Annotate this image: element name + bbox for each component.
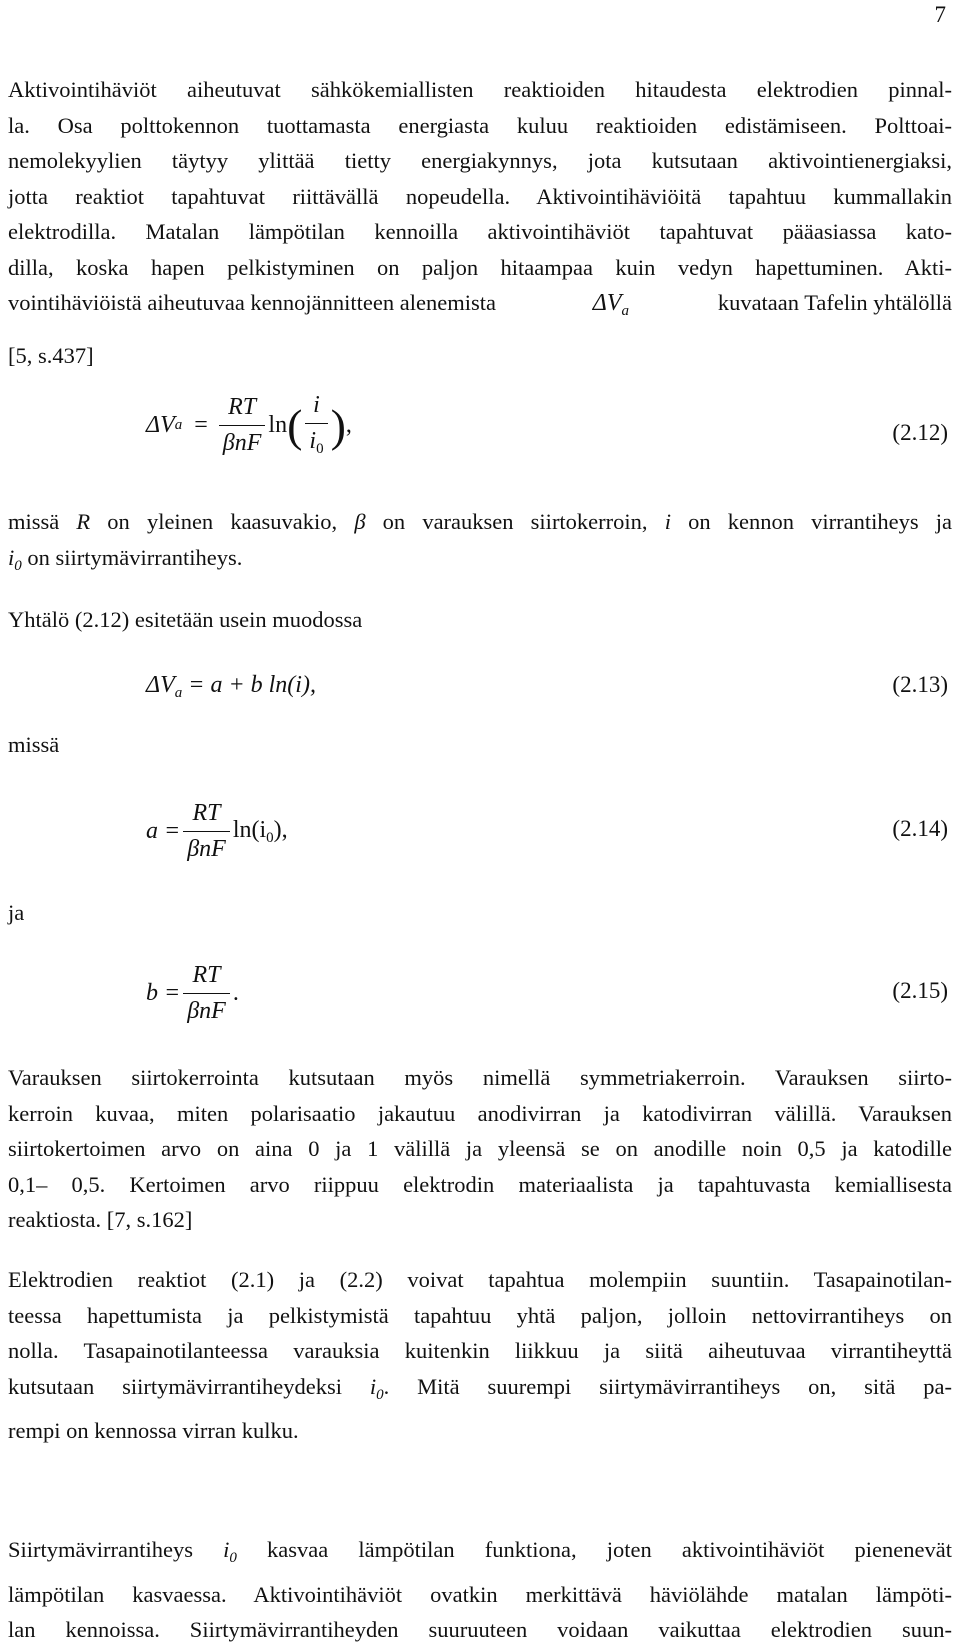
- text-fragment: vointihäviöistä aiheutuvaa kennojännitteen alenemista: [8, 290, 496, 315]
- math-expression: [233, 817, 288, 847]
- math-symbol: i: [369, 1373, 377, 1399]
- paragraph-variable-definitions: [8, 504, 952, 584]
- equation-2-15: [146, 962, 239, 1025]
- right-paren: ): [330, 399, 346, 451]
- equation-2-14: [146, 800, 288, 863]
- text-line: dilla, koska hapen pelkistyminen on paljon hitaampaa kuin vedyn hapettuminen. Akti-: [8, 254, 952, 280]
- word-ja: ja: [8, 900, 25, 925]
- math-symbol: ΔV: [146, 411, 175, 438]
- math-subscript: a: [621, 303, 630, 319]
- text-fragment: missä: [8, 509, 77, 534]
- math-symbol: ΔV: [592, 290, 622, 316]
- word-missa: missä: [8, 732, 60, 757]
- math-equals: =: [194, 411, 208, 438]
- text-line: Aktivointihäviöt aiheutuvat sähkökemiallisten reaktioiden hitaudesta elektrodien pinnal-: [8, 77, 952, 102]
- text-line: nemolekyylien täytyy ylittää tietty energiakynnys, jota kutsutaan aktivointienergiaksi,: [8, 148, 952, 173]
- text-line: lan kennoissa. Siirtymävirrantiheyden suuruuteen voidaan vaikuttaa elektrodien suun-: [8, 1617, 952, 1642]
- text-line: kerroin kuvaa, miten polarisaatio jakautuu anodivirran ja katodivirran välillä. Varauksen: [8, 1100, 952, 1126]
- math-subscript: 0: [316, 441, 324, 457]
- text-line: [8, 1532, 952, 1577]
- math-symbol: i: [223, 1537, 230, 1562]
- fraction-denominator: βnF: [219, 425, 266, 457]
- fraction-denominator: [305, 423, 327, 458]
- text-line: [8, 285, 952, 330]
- left-paren: (: [287, 399, 303, 451]
- paragraph-exchange-current: [8, 1532, 952, 1648]
- math-lhs: a =: [146, 818, 181, 844]
- fraction: [219, 394, 266, 457]
- math-text: ln(i: [232, 816, 267, 843]
- text-line: [8, 504, 952, 540]
- math-comma: ,: [345, 411, 352, 438]
- fraction-numerator: RT: [228, 393, 257, 420]
- text-line: siirtokertoimen arvo on aina 0 ja 1 välillä ja yleensä se on anodille noin 0,5 ja katodille: [8, 1136, 952, 1161]
- text-fragment: . Mitä suurempi siirtymävirrantiheys on, sitä pa-: [383, 1373, 952, 1399]
- text-line: [8, 540, 952, 585]
- text-line: Yhtälö (2.12) esitetään usein muodossa: [8, 607, 363, 632]
- text-fragment: on yleinen kaasuvakio,: [90, 509, 355, 534]
- equation-2-12: [146, 392, 352, 458]
- page-number: 7: [934, 2, 946, 27]
- fraction-numerator: RT: [192, 800, 221, 826]
- math-period: .: [232, 980, 239, 1006]
- text-line: elektrodilla. Matalan lämpötilan kennoilla aktivointihäviöt tapahtuvat pääasiassa kato-: [8, 219, 952, 244]
- text-line: [8, 1369, 952, 1414]
- math-subscript: a: [174, 416, 183, 433]
- text-fragment: on kennon virrantiheys ja: [670, 509, 952, 534]
- equation-2-13: [146, 672, 316, 702]
- math-lhs: b =: [146, 980, 181, 1006]
- math-subscript: 0: [376, 1386, 384, 1403]
- equation-number: (2.14): [892, 816, 948, 841]
- fraction-inner: [305, 392, 327, 458]
- paragraph-equilibrium: [8, 1262, 952, 1449]
- math-ln: ln: [268, 411, 288, 438]
- text-fragment: on siirtymävirrantiheys.: [21, 544, 243, 570]
- math-symbol: R: [76, 509, 91, 534]
- text-line: Varauksen siirtokerrointa kutsutaan myös nimellä symmetriakerroin. Varauksen siirto-: [8, 1065, 952, 1090]
- fraction-numerator: RT: [192, 962, 221, 988]
- math-subscript: a: [174, 685, 183, 701]
- math-text: ),: [273, 816, 288, 843]
- math-subscript: 0: [14, 557, 22, 574]
- math-symbol: ΔV: [146, 672, 175, 698]
- math-subscript: 0: [266, 829, 274, 846]
- text-line: teessa hapettumista ja pelkistymistä tapahtuu yhtä paljon, jolloin nettovirrantiheys on: [8, 1302, 952, 1328]
- text-line: [5, s.437]: [8, 342, 94, 368]
- text-line: reaktiosta. [7, s.162]: [8, 1207, 193, 1232]
- math-symbol: i: [664, 509, 671, 534]
- fraction-denominator: βnF: [183, 993, 230, 1025]
- text-fragment: Siirtymävirrantiheys: [8, 1537, 224, 1562]
- math-subscript: 0: [229, 1550, 237, 1566]
- text-line: lämpötilan kasvaessa. Aktivointihäviöt ovatkin merkittävä häviölähde matalan lämpöti-: [8, 1581, 952, 1607]
- text-fragment: kutsutaan siirtymävirrantiheydeksi: [8, 1373, 370, 1399]
- text-line: Elektrodien reaktiot (2.1) ja (2.2) voivat tapahtua molempiin suuntiin. Tasapainotilan-: [8, 1267, 952, 1292]
- equation-number: (2.12): [892, 420, 948, 445]
- paragraph-symmetry-factor: [8, 1060, 952, 1238]
- text-fragment: kuvataan Tafelin yhtälöllä: [717, 290, 952, 315]
- text-fragment: kasvaa lämpötilan funktiona, joten aktivointihäviöt pienenevät: [236, 1537, 952, 1562]
- text-line: la. Osa polttokennon tuottamasta energiasta kuluu reaktioiden edistämiseen. Polttoai-: [8, 112, 952, 138]
- math-expression: = a + b ln(i),: [182, 672, 316, 698]
- text-line: nolla. Tasapainotilanteessa varauksia kuitenkin liikkuu ja siitä aiheutuvaa virrantiheyttä: [8, 1338, 952, 1363]
- fraction: [183, 962, 230, 1025]
- paragraph-equation-intro: [8, 602, 952, 638]
- math-symbol: β: [354, 509, 366, 534]
- text-line: jotta reaktiot tapahtuvat riittävällä nopeudella. Aktivointihäviöitä tapahtuu kummallakin: [8, 183, 952, 209]
- inline-math-delta-va: [593, 286, 629, 330]
- math-symbol: i: [309, 428, 317, 454]
- text-line: rempi on kennossa virran kulku.: [8, 1418, 299, 1443]
- equation-number: (2.13): [892, 672, 948, 697]
- math-symbol: i: [8, 544, 15, 570]
- equation-number: (2.15): [892, 978, 948, 1003]
- fraction-numerator: i: [313, 392, 320, 418]
- fraction-denominator: βnF: [183, 831, 230, 863]
- fraction: [183, 800, 230, 863]
- paragraph-activation-losses: [8, 72, 952, 373]
- text-line: 0,1– 0,5. Kertoimen arvo riippuu elektrodin materiaalista ja tapahtuvasta kemiallisesta: [8, 1171, 952, 1197]
- text-fragment: on varauksen siirtokerroin,: [365, 509, 665, 534]
